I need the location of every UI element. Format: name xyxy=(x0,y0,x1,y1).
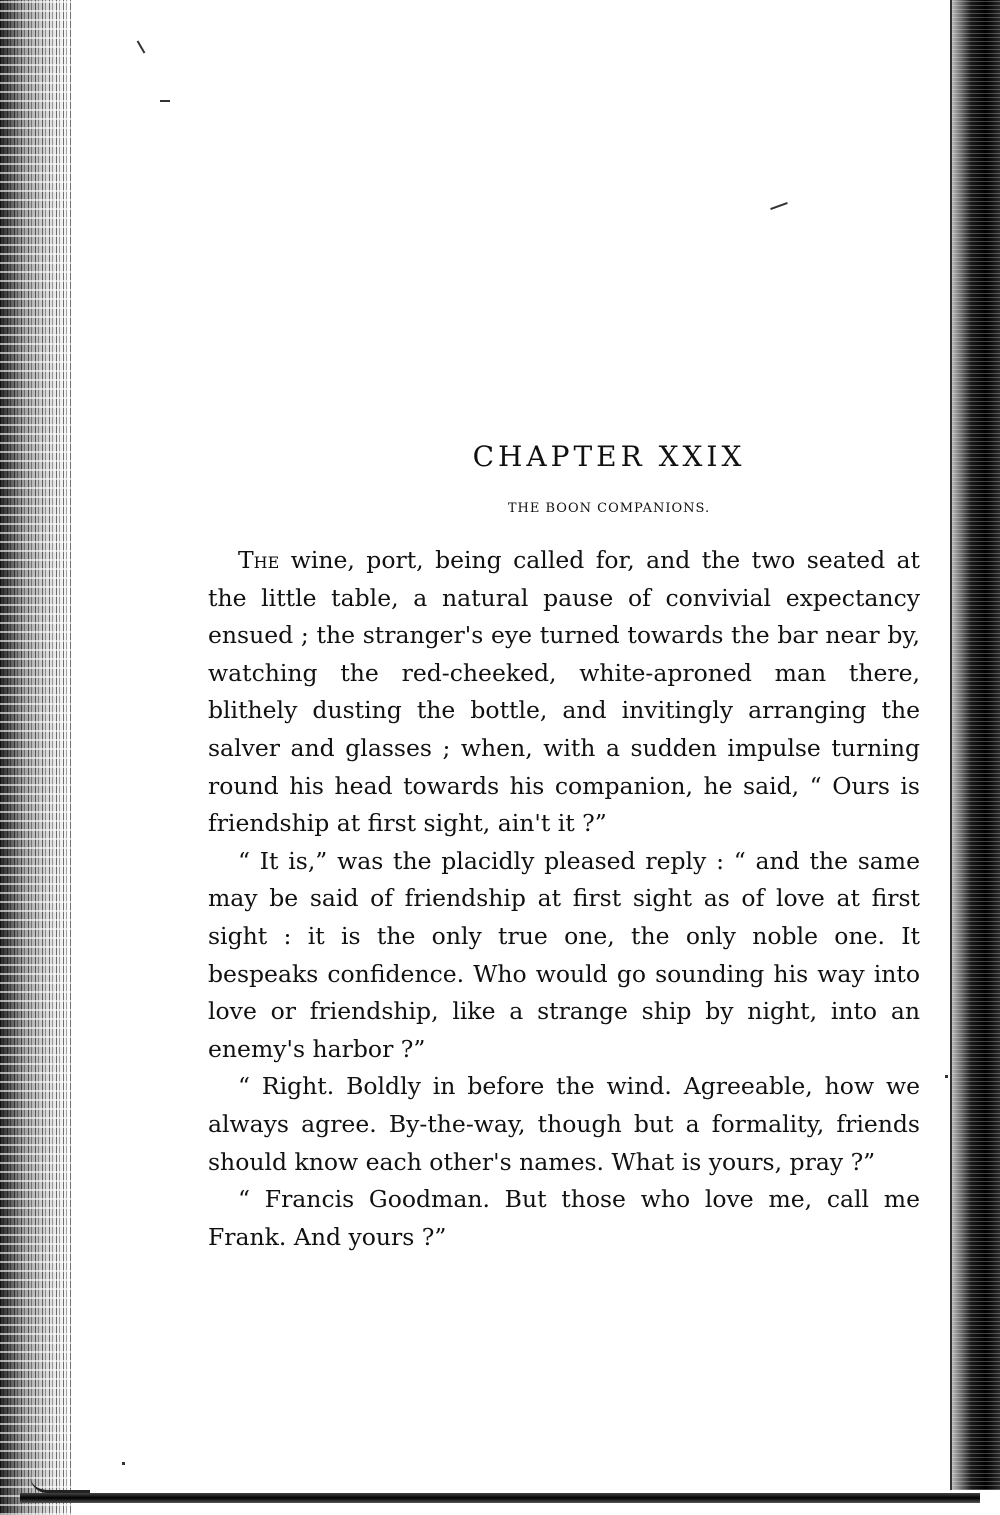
page-binding-edge xyxy=(0,0,72,1515)
chapter-subtitle: THE BOON COMPANIONS. xyxy=(507,501,711,516)
paragraph-1 xyxy=(208,542,920,843)
paragraph-4: “ Francis Goodman. But those who love me, call me Frank. And yours ?” xyxy=(208,1185,920,1251)
scan-speck xyxy=(137,40,146,53)
paragraph-text: wine, port, being called for, and the two seated at the little table, a natural pause of convivial expectancy ensued ; the stranger's eye turned towards the bar near by, watching the red-cheeked, white-aproned man there, blithely dusting the bottle, and invitingly arranging the salver and glasses ; when, with a sudden impulse turning round his head towards his companion, he said, “ Ours is friendship at first sight, ain't it ?” xyxy=(208,546,920,838)
scan-speck xyxy=(770,202,788,210)
scan-speck xyxy=(945,1075,948,1078)
page-corner-curl xyxy=(30,1476,90,1493)
drop-word: The xyxy=(238,546,280,574)
page-content xyxy=(208,440,920,1256)
chapter-title: CHAPTER XXIX xyxy=(472,440,746,473)
scan-speck xyxy=(122,1462,125,1465)
paragraph-2: “ It is,” was the placidly pleased reply : “ and the same may be said of friendship at first sight as of love at first sight : it is the only true one, the only noble one. It bespeaks confidence. Who would go sounding his way into love or friendship, like a strange ship by night, into an enemy's harbor ?” xyxy=(208,846,920,1063)
paragraph-3: “ Right. Boldly in before the wind. Agreeable, how we always agree. By-the-way, though but a formality, friends should know each other's names. What is yours, pray ?” xyxy=(208,1072,920,1176)
page-right-edge xyxy=(952,0,1000,1490)
page-bottom-edge xyxy=(20,1493,980,1503)
scan-speck xyxy=(160,100,170,102)
